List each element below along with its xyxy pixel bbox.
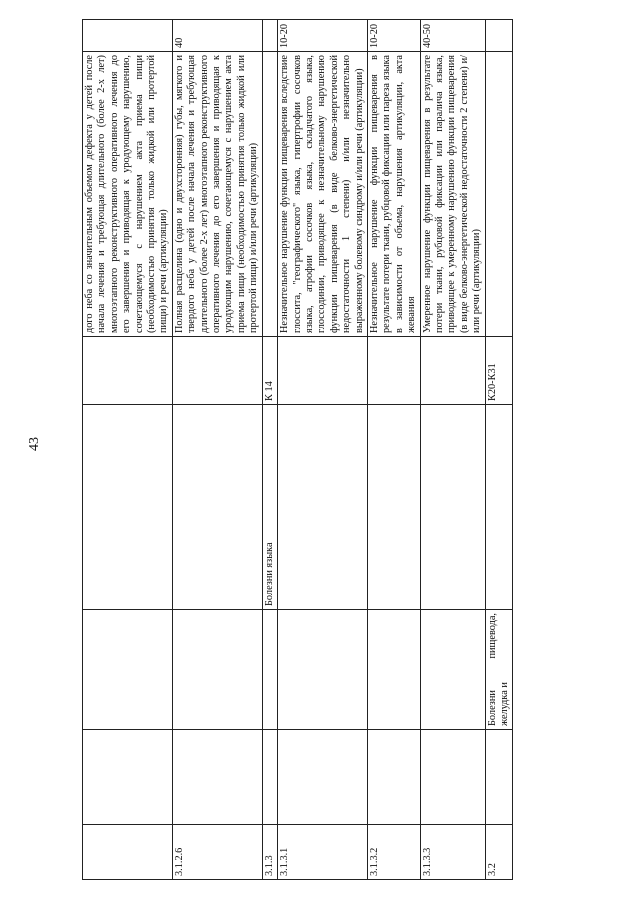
description-cell: Умеренное нарушение функции пищеварения в результате потери ткани, рубцовой фиксации или паралича языка, приводящее к умеренному нарушению функции пищеварения (в виде белково-энергетической недостаточности 2 степени) и/или речи (артикуляции) bbox=[420, 52, 485, 337]
percent-cell: 10-20 bbox=[278, 20, 368, 52]
block-name-cell bbox=[172, 610, 262, 730]
icd-code-cell bbox=[420, 337, 485, 405]
table-row bbox=[172, 20, 262, 880]
disease-name-cell bbox=[485, 405, 513, 610]
section-code: 3.2 bbox=[485, 825, 513, 880]
section-code: 3.1.3.1 bbox=[278, 825, 368, 880]
class-name-cell bbox=[172, 730, 262, 825]
block-name-cell bbox=[367, 610, 420, 730]
description-cell bbox=[485, 52, 513, 337]
percent-cell: 40-50 bbox=[420, 20, 485, 52]
description-cell: Незначительное нарушение функции пищеварения в результате потери ткани, рубцовой фиксации или пареза языка в зависимости от объема, нарушения артикуляции, акта жевания bbox=[367, 52, 420, 337]
criteria-table bbox=[82, 19, 513, 880]
class-name-cell bbox=[83, 730, 173, 825]
percent-cell bbox=[83, 20, 173, 52]
table-row bbox=[420, 20, 485, 880]
percent-cell bbox=[262, 20, 277, 52]
class-name-cell bbox=[367, 730, 420, 825]
description-cell: Незначительное нарушение функции пищеварения вследствие глоссита, "географического" языка, гипертрофии сосочков языка, атрофии сосочков языка, складчатого языка, глоссодинии, приводящее к незначительному нарушению функции пищеварения (в виде белково-энергетической недостаточности 1 степени) и/или незначительно выраженному болевому синдрому и/или речи (артикуляции) bbox=[278, 52, 368, 337]
icd-code-cell bbox=[83, 337, 173, 405]
percent-cell: 10-20 bbox=[367, 20, 420, 52]
table-row bbox=[367, 20, 420, 880]
description-cell bbox=[262, 52, 277, 337]
icd-code-cell bbox=[367, 337, 420, 405]
section-code bbox=[83, 825, 173, 880]
table-row bbox=[83, 20, 173, 880]
block-name-cell: Болезни пищевода, желудка и bbox=[485, 610, 513, 730]
table-row bbox=[262, 20, 277, 880]
disease-name-cell bbox=[420, 405, 485, 610]
block-name-cell bbox=[420, 610, 485, 730]
icd-code-cell bbox=[278, 337, 368, 405]
percent-cell: 40 bbox=[172, 20, 262, 52]
section-code: 3.1.3.3 bbox=[420, 825, 485, 880]
class-name-cell bbox=[485, 730, 513, 825]
section-code: 3.1.2.6 bbox=[172, 825, 262, 880]
table-row bbox=[485, 20, 513, 880]
disease-name-cell: Болезни языка bbox=[262, 405, 277, 610]
section-code: 3.1.3 bbox=[262, 825, 277, 880]
icd-code-cell bbox=[172, 337, 262, 405]
class-name-cell bbox=[278, 730, 368, 825]
section-code: 3.1.3.2 bbox=[367, 825, 420, 880]
table-row bbox=[278, 20, 368, 880]
icd-code-cell: К20-К31 bbox=[485, 337, 513, 405]
class-name-cell bbox=[262, 730, 277, 825]
block-name-cell bbox=[83, 610, 173, 730]
description-cell: Полная расщелина (одно и двухсторонняя) губы, мягкого и твердого неба у детей после начала лечения и требующая длительного (более 2-х лет) многоэтапного реконструктивного оперативного лечения до его завершения и приводящая к уродующим нарушению, сочетающемуся с нарушением акта приема пищи (необходимостью принятия только жидкой или протертой пищи) и/или речи (артикуляции) bbox=[172, 52, 262, 337]
disease-name-cell bbox=[278, 405, 368, 610]
block-name-cell bbox=[278, 610, 368, 730]
block-name-cell bbox=[262, 610, 277, 730]
percent-cell bbox=[485, 20, 513, 52]
rotated-table-page bbox=[82, 20, 572, 880]
description-cell: дого неба со значительным объемом дефекта у детей после начала лечения и требующая длительного (более 2-х лет) многоэтапного реконструктивного оперативного лечения до его завершения и приводящая к уродующему нарушению, сочетающемуся с нарушением акта приема пищи (необходимостью принятия только жидкой или протертой пищи) и речи (артикуляции) bbox=[83, 52, 173, 337]
icd-code-cell: К 14 bbox=[262, 337, 277, 405]
page-number: 43 bbox=[27, 437, 42, 451]
disease-name-cell bbox=[83, 405, 173, 610]
disease-name-cell bbox=[172, 405, 262, 610]
class-name-cell bbox=[420, 730, 485, 825]
disease-name-cell bbox=[367, 405, 420, 610]
